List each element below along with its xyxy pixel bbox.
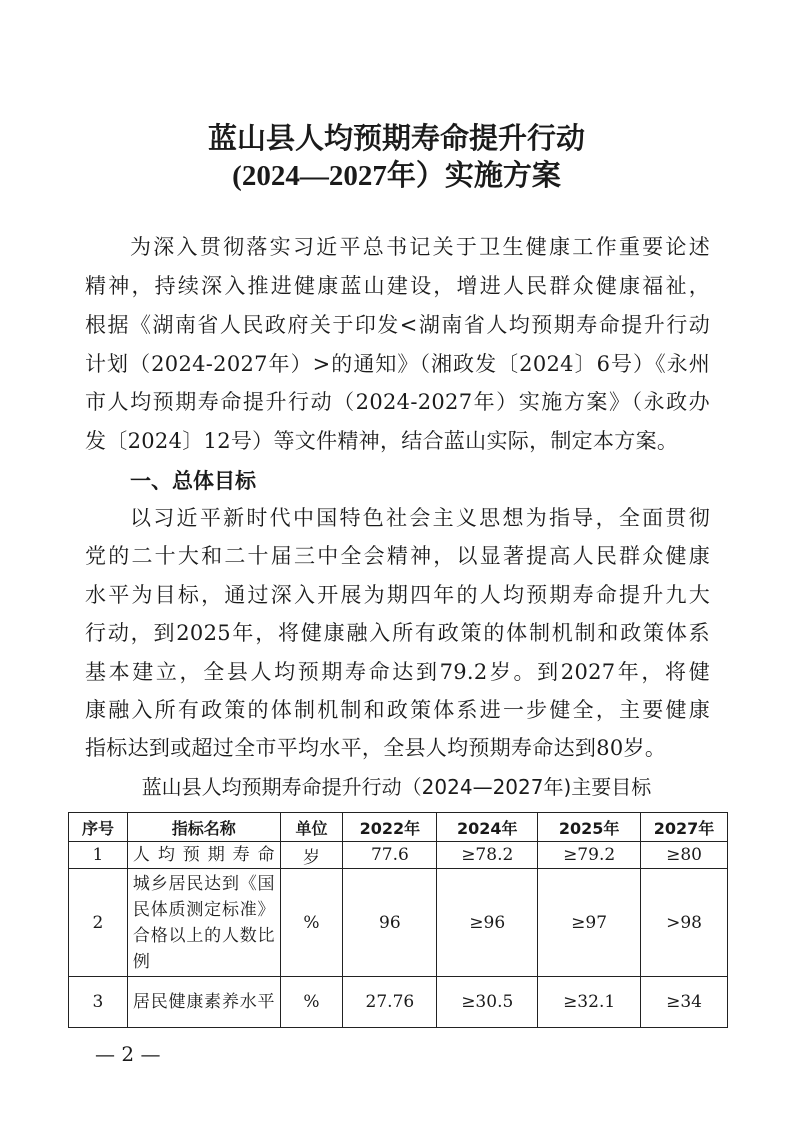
table-caption: 蓝山县人均预期寿命提升行动（2024—2027年)主要目标	[141, 775, 652, 799]
table-cell: ≥78.2	[437, 842, 538, 869]
table-cell: 人均预期寿命	[127, 842, 280, 869]
table-cell: 2	[69, 869, 128, 977]
column-header: 2024年	[437, 813, 538, 842]
text-line: 发〔2024〕12号）等文件精神，结合蓝山实际，制定本方案。	[85, 429, 679, 453]
text-line: 水平为目标，通过深入开展为期四年的人均预期寿命提升九大	[85, 583, 710, 607]
table-cell: 居民健康素养水平	[127, 977, 280, 1028]
table-row	[69, 842, 728, 869]
table-cell: ≥34	[641, 977, 728, 1028]
text-line: 市人均预期寿命提升行动（2024-2027年）实施方案》（永政办	[85, 390, 710, 414]
table-cell: 3	[69, 977, 128, 1028]
text-line: 康融入所有政策的体制机制和政策体系进一步健全，主要健康	[85, 698, 710, 722]
table-row	[69, 977, 728, 1028]
table-cell: 96	[343, 869, 437, 977]
table-cell: ≥97	[538, 869, 641, 977]
text-line: 基本建立，全县人均预期寿命达到79.2岁。到2027年，将健	[85, 660, 710, 684]
table-cell: >98	[641, 869, 728, 977]
table-cell: ≥96	[437, 869, 538, 977]
text-line: 党的二十大和二十届三中全会精神，以显著提高人民群众健康	[85, 544, 710, 568]
column-header: 单位	[280, 813, 343, 842]
column-header: 序号	[69, 813, 128, 842]
table-cell: %	[280, 869, 343, 977]
table-cell: ≥30.5	[437, 977, 538, 1028]
table-cell: ≥32.1	[538, 977, 641, 1028]
targets-table	[68, 812, 728, 1028]
document-title-line1: 蓝山县人均预期寿命提升行动	[207, 123, 585, 155]
document-title-line2: (2024—2027年）实施方案	[232, 160, 561, 192]
column-header: 2025年	[538, 813, 641, 842]
table-cell: 城乡居民达到《国民体质测定标准》合格以上的人数比例	[127, 869, 280, 977]
table-cell: 1	[69, 842, 128, 869]
table-cell: ≥79.2	[538, 842, 641, 869]
table-cell: %	[280, 977, 343, 1028]
table-cell: 77.6	[343, 842, 437, 869]
column-header: 2027年	[641, 813, 728, 842]
text-line: 精神，持续深入推进健康蓝山建设，增进人民群众健康福祉，	[85, 274, 710, 298]
text-line: 根据《湖南省人民政府关于印发<湖南省人均预期寿命提升行动	[85, 313, 710, 337]
page-number: — 2 —	[95, 1042, 161, 1066]
text-line: 以习近平新时代中国特色社会主义思想为指导，全面贯彻	[130, 506, 710, 530]
section-heading: 一、总体目标	[130, 469, 256, 493]
text-line: 计划（2024-2027年）>的通知》（湘政发〔2024〕6号）《永州	[85, 352, 710, 376]
text-line: 指标达到或超过全市平均水平，全县人均预期寿命达到80岁。	[85, 736, 667, 760]
column-header: 2022年	[343, 813, 437, 842]
column-header: 指标名称	[127, 813, 280, 842]
table-cell: 岁	[280, 842, 343, 869]
table-cell: ≥80	[641, 842, 728, 869]
text-line: 行动，到2025年，将健康融入所有政策的体制机制和政策体系	[85, 621, 710, 645]
text-line: 为深入贯彻落实习近平总书记关于卫生健康工作重要论述	[130, 235, 710, 259]
table-row	[69, 869, 728, 977]
table-cell: 27.76	[343, 977, 437, 1028]
